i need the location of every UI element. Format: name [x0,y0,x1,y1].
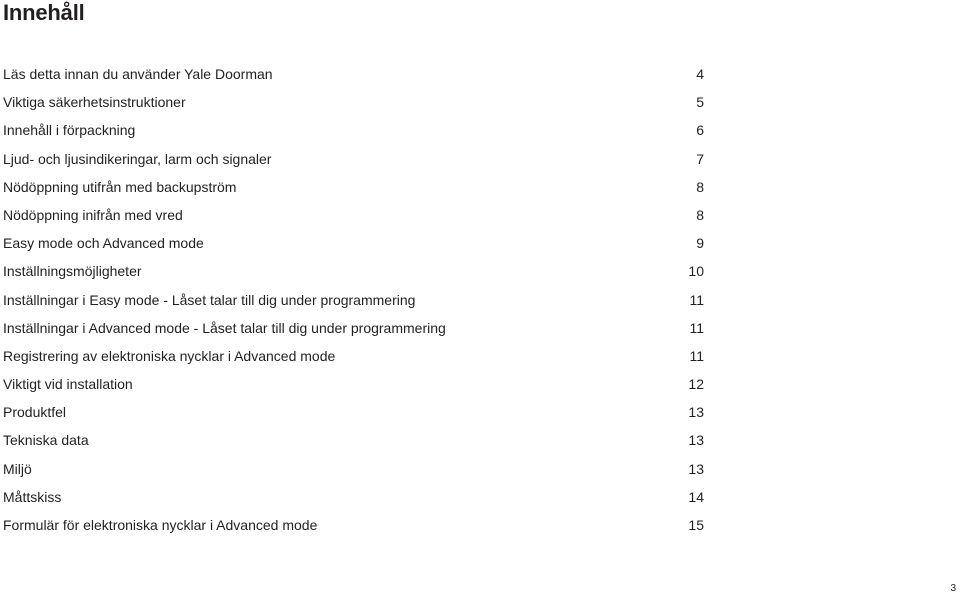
toc-entry[interactable] [3,317,704,345]
toc-entry-page: 10 [688,263,704,280]
toc-entry-title: Inställningar i Easy mode - Låset talar till dig under programmering [3,291,416,308]
toc-entry[interactable] [3,429,704,457]
toc-entry-page: 14 [688,488,704,505]
toc-entry-page: 5 [696,94,704,111]
toc-entry-page: 13 [688,432,704,449]
toc-entry[interactable] [3,401,704,429]
toc-entry[interactable] [3,119,704,147]
toc-entry-page: 15 [688,517,704,533]
toc-entry[interactable] [3,373,704,401]
table-of-contents [3,63,704,542]
page-number: 3 [950,583,956,594]
toc-entry-page: 8 [696,206,704,223]
toc-entry-page: 6 [696,122,704,139]
toc-entry[interactable] [3,63,704,91]
toc-entry-page: 11 [689,291,704,308]
toc-entry-title: Easy mode och Advanced mode [3,235,204,252]
toc-entry-page: 12 [688,376,704,393]
toc-entry[interactable] [3,204,704,232]
toc-entry-title: Formulär för elektroniska nycklar i Advanced mode [3,517,318,533]
toc-entry-title: Registrering av elektroniska nycklar i Advanced mode [3,347,336,364]
page-title: Innehåll [3,0,85,25]
toc-entry-title: Inställningsmöjligheter [3,263,142,280]
toc-entry-page: 13 [688,460,704,477]
toc-entry[interactable] [3,345,704,373]
toc-entry-title: Viktigt vid installation [3,376,133,393]
toc-entry-title: Ljud- och ljusindikeringar, larm och signaler [3,150,272,167]
toc-entry-title: Innehåll i förpackning [3,122,136,139]
toc-entry[interactable] [3,176,704,204]
toc-entry-page: 11 [689,319,704,336]
toc-entry-title: Produktfel [3,404,67,421]
toc-entry-page: 13 [688,404,704,421]
toc-entry-title: Nödöppning utifrån med backupström [3,178,237,195]
toc-entry-title: Miljö [3,460,32,477]
toc-entry-page: 7 [696,150,704,167]
toc-entry[interactable] [3,289,704,317]
toc-entry[interactable] [3,232,704,260]
toc-entry-title: Inställningar i Advanced mode - Låset talar till dig under programmering [3,319,446,336]
toc-entry[interactable] [3,91,704,119]
toc-entry-page: 4 [696,66,704,82]
toc-entry-title: Viktiga säkerhetsinstruktioner [3,94,186,111]
toc-entry[interactable] [3,148,704,176]
toc-entry[interactable] [3,514,704,542]
toc-entry-title: Måttskiss [3,488,62,505]
toc-entry[interactable] [3,458,704,486]
toc-entry-title: Nödöppning inifrån med vred [3,206,183,223]
toc-entry-page: 8 [696,178,704,195]
toc-entry-title: Tekniska data [3,432,89,449]
toc-entry[interactable] [3,260,704,288]
toc-entry[interactable] [3,486,704,514]
toc-entry-page: 9 [696,235,704,252]
toc-entry-page: 11 [689,347,704,364]
toc-entry-title: Läs detta innan du använder Yale Doorman [3,66,273,82]
